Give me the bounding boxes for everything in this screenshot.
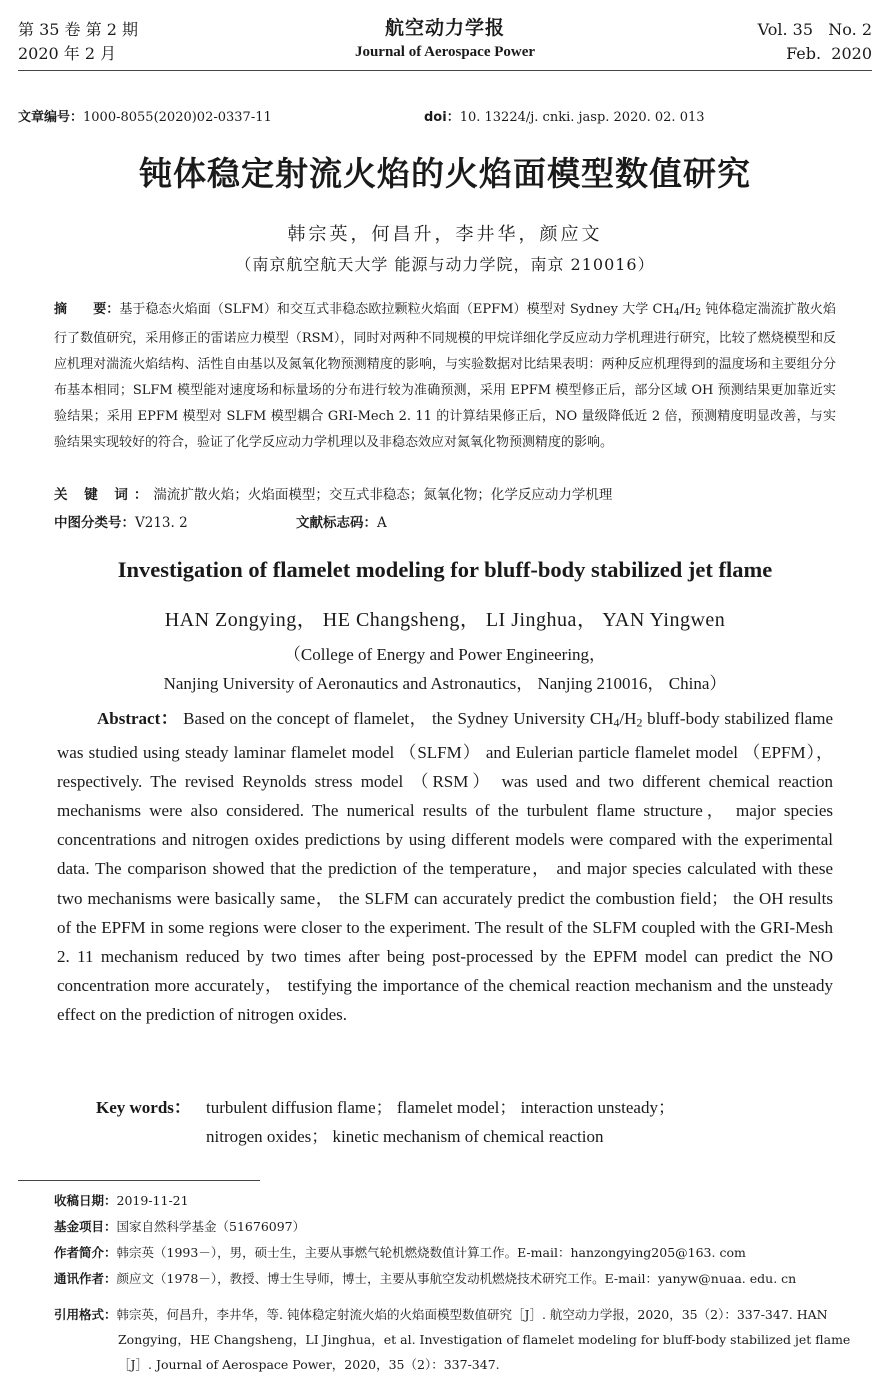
affiliation-en	[0, 640, 890, 698]
corresponding-value: 颜应文（1978－），教授、博士生导师，博士，主要从事航空发动机燃烧技术研究工作。E-mail：yanyw@nuaa. edu. cn	[116, 1271, 797, 1286]
fund-label: 基金项目：	[54, 1219, 117, 1234]
author-bio-value: 韩宗英（1993－），男，硕士生，主要从事燃气轮机燃烧数值计算工作。E-mail：hanzongying205@163. com	[116, 1245, 746, 1260]
doi	[424, 106, 705, 125]
keywords-en-label: Key words：	[96, 1098, 191, 1117]
footnote-rule	[18, 1180, 260, 1181]
citation-text: 韩宗英，何昌升，李井华，等. 钝体稳定射流火焰的火焰面模型数值研究［J］. 航空动力学报，2020，35（2）：337-347. HAN Zongying，HE Changsheng，LI Jinghua，et al. Investigation of flamelet modeling for bluff-body stabilized jet flame［J］. Journal of Aerospace Power，2020，35（2）：337-347.	[116, 1307, 851, 1372]
footnote-corresponding	[54, 1270, 796, 1288]
abstract-en-sub-4: 4	[613, 715, 620, 730]
abstract-en	[57, 704, 833, 1030]
abstract-en-text-c: bluff-body stabilized flame was studied using steady laminar flamelet model （SLFM） and Eulerian particle flamelet model （EPFM）， respectively. The revised Reynolds stress model （RSM） was used and two different chemical reaction mechanisms were also considered. The numerical results of the turbulent flame structure， major species concentrations and nitrogen oxides predictions by using different models were compared with the experimental data. The comparison showed that the prediction of the temperature， and major species calculated with these two mechanisms were basically same， the SLFM can accurately predict the combustion field； the OH results of the EPFM in some regions were closer to the experiment. The result of the SLFM coupled with the GRI-Mesh 2. 11 mechanism reduced by two times after being post-processed by the EPFM model can predict the NO concentration more accurately， testifying the importance of the chemical reaction mechanism and the unsteady effect on the prediction of nitrogen oxides.	[57, 709, 833, 1025]
abstract-cn-text-a: 基于稳态火焰面（SLFM）和交互式非稳态欧拉颗粒火焰面（EPFM）模型对 Sydney 大学 CH	[119, 302, 674, 317]
fund-value: 国家自然科学基金（51676097）	[116, 1219, 306, 1234]
header-date-cn: 2020 年 2 月	[18, 44, 117, 63]
footnote-fund	[54, 1218, 305, 1236]
document-code-label: 文献标志码：	[296, 515, 377, 531]
affiliation-cn: （南京航空航天大学 能源与动力学院，南京 210016）	[235, 255, 655, 274]
keywords-en-line1: turbulent diffusion flame； flamelet model； interaction unsteady；	[206, 1098, 675, 1117]
abstract-cn-sub-4: 4	[673, 307, 680, 318]
journal-name-cn: 航空动力学报	[384, 17, 505, 39]
affiliation-en-line2: Nanjing University of Aeronautics and Astronautics， Nanjing 210016， China）	[163, 674, 727, 693]
classification-number	[54, 511, 188, 531]
abstract-en-label: Abstract：	[97, 709, 179, 728]
header-volume-en: Vol. 35 No. 2	[757, 20, 872, 39]
corresponding-label: 通讯作者：	[54, 1271, 117, 1286]
footnote-author	[54, 1244, 746, 1262]
doi-value: 10. 13224/j. cnki. jasp. 2020. 02. 013	[459, 110, 705, 125]
author-bio-label: 作者简介：	[54, 1245, 117, 1260]
keywords-cn	[54, 483, 836, 503]
footnote-received	[54, 1192, 189, 1210]
header-volume-cn: 第 35 卷 第 2 期	[18, 20, 138, 39]
abstract-en-sub-2: 2	[636, 715, 643, 730]
abstract-en-text-b: /H	[619, 709, 637, 728]
abstract-cn-label: 摘 要：	[54, 302, 120, 317]
article-number-value: 1000-8055(2020)02-0337-11	[83, 110, 272, 125]
received-value: 2019-11-21	[116, 1193, 189, 1208]
title-en: Investigation of flamelet modeling for bluff-body stabilized jet flame	[117, 557, 773, 582]
header-journal	[0, 14, 890, 62]
keywords-cn-text: 湍流扩散火焰；火焰面模型；交互式非稳态；氮氧化物；化学反应动力学机理	[153, 487, 613, 503]
affiliation-en-line1: （College of Energy and Power Engineering，	[283, 645, 607, 664]
document-code-value: A	[377, 515, 387, 531]
keywords-en-line2: nitrogen oxides； kinetic mechanism of chemical reaction	[206, 1127, 604, 1146]
citation-label: 引用格式：	[54, 1307, 117, 1322]
authors-cn: 韩宗英，何昌升，李井华，颜应文	[287, 224, 603, 245]
journal-name-en: Journal of Aerospace Power	[354, 44, 536, 60]
header-date-en: Feb. 2020	[786, 44, 872, 63]
classification-value: V213. 2	[135, 515, 188, 531]
keywords-en	[96, 1093, 675, 1151]
article-number-label: 文章编号：	[18, 110, 84, 125]
title-cn: 钝体稳定射流火焰的火焰面模型数值研究	[139, 154, 751, 193]
article-number	[18, 106, 272, 125]
keywords-cn-label: 关 键 词：	[54, 487, 154, 503]
authors-en: HAN Zongying， HE Changsheng， LI Jinghua， YAN Yingwen	[164, 609, 726, 631]
document-code	[296, 511, 387, 531]
header-volume	[758, 18, 872, 66]
header-rule	[18, 70, 872, 71]
classification-label: 中图分类号：	[54, 515, 135, 531]
doi-label: doi：	[424, 110, 460, 125]
abstract-cn-sub-2: 2	[695, 307, 702, 318]
received-label: 收稿日期：	[54, 1193, 117, 1208]
abstract-cn-text-c: 钝体稳定湍流扩散火焰行了数值研究，采用修正的雷诺应力模型（RSM），同时对两种不同规模的甲烷详细化学反应动力学机理进行研究，比较了燃烧模型和反应机理对湍流火焰结构、活性自由基以及氮氧化物预测精度的影响，与实验数据对比结果表明：两种反应机理得到的温度场和主要组分分布基本相同；SLFM 模型能对速度场和标量场的分布进行较为准确预测，采用 EPFM 模型修正后，部分区域 OH 预测结果更加靠近实验结果；采用 EPFM 模型对 SLFM 模型耦合 GRI-Mech 2. 11 的计算结果修正后，NO 量级降低近 2 倍，预测精度明显改善，与实验结果实现较好的符合，验证了化学反应动力学机理以及非稳态效应对氮氧化物预测精度的影响。	[54, 302, 836, 450]
abstract-cn	[54, 297, 836, 456]
citation	[54, 1302, 872, 1377]
abstract-en-text-a: Based on the concept of flamelet， the Sydney University CH	[178, 709, 614, 728]
abstract-cn-text-b: /H	[679, 302, 696, 317]
keywords-en-values	[206, 1093, 675, 1151]
